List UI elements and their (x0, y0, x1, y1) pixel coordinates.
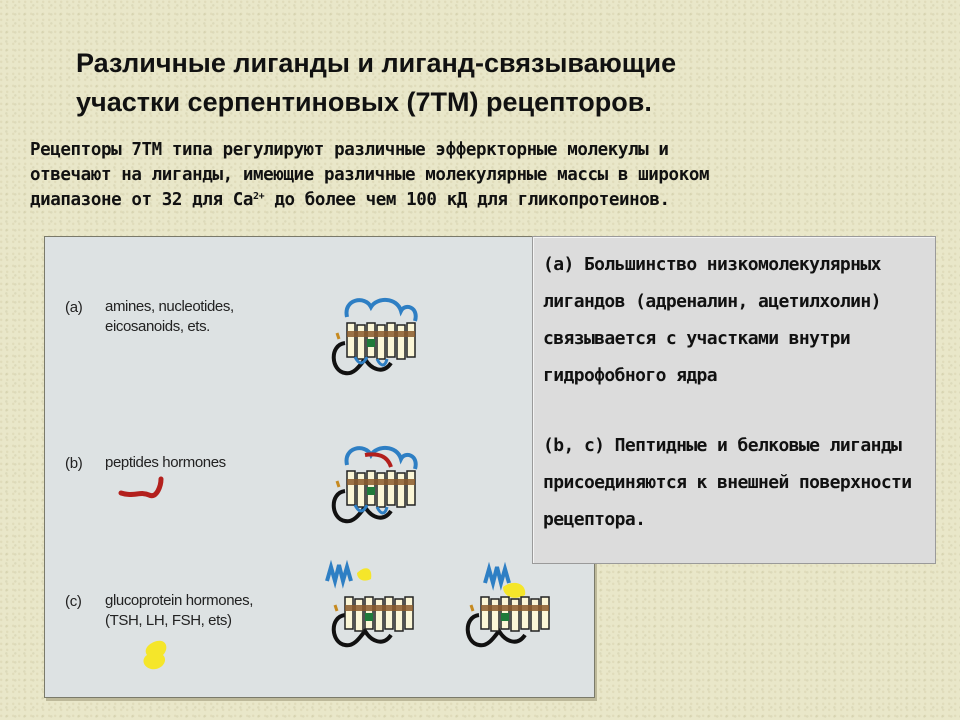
glycoprotein-ligand-icon (139, 637, 179, 677)
receptor-7tm-icon (321, 557, 421, 657)
row-a-label: (a) (65, 299, 83, 316)
calcium-charge-superscript: 2+ (253, 191, 265, 202)
explanation-paragraph-b: (b, c) Пептидные и белковые лиганды присоединяются к внешней поверхности рецептора. (543, 435, 912, 530)
peptide-ligand-icon (119, 473, 179, 513)
subtitle-line-2: отвечают на лиганды, имеющие различные молекулярные массы в широком (30, 165, 710, 185)
row-a-text (105, 297, 234, 337)
receptor-7tm-icon (459, 557, 559, 657)
row-c-text-line-1: glucoprotein hormones, (105, 592, 253, 609)
explanation-box (532, 236, 936, 564)
subtitle-line-3-end: до более чем 100 кД для гликопротеинов. (264, 190, 670, 210)
title-line-2: участки серпентиновых (7ТМ) рецепторов. (76, 87, 652, 117)
row-a-text-line-1: amines, nucleotides, (105, 298, 234, 315)
title-line-1: Различные лиганды и лиганд-связывающие (76, 48, 677, 78)
subtitle-line-3-start: диапазоне от 32 для Ca (30, 190, 253, 210)
receptor-7tm-icon (325, 441, 425, 531)
receptor-7tm-icon (325, 293, 425, 383)
subtitle-line-1: Рецепторы 7ТМ типа регулируют различные эфферкторные молекулы и (30, 140, 669, 160)
subtitle-line-3 (30, 188, 930, 213)
row-c-text-line-2: (TSH, LH, FSH, ets) (105, 612, 232, 629)
explanation-paragraph-a: (a) Большинство низкомолекулярных лигандов (адреналин, ацетилхолин) связывается с участками внутри гидрофобного ядра (543, 254, 881, 386)
slide-title (76, 44, 896, 122)
row-b-text-line-1: peptides hormones (105, 454, 226, 471)
row-c-label: (c) (65, 593, 82, 610)
receptor-figure (44, 236, 595, 698)
row-b-text (105, 453, 226, 473)
row-a-text-line-2: eicosanoids, ets. (105, 318, 210, 335)
slide-subtitle (30, 138, 930, 213)
row-c-text (105, 591, 253, 631)
row-b-label: (b) (65, 455, 83, 472)
